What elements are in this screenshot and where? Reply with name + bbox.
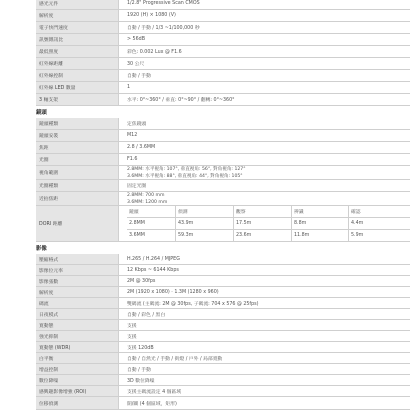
spec-row-wdr — [36, 342, 410, 353]
spec-row-ir-distance — [36, 58, 410, 70]
dori-header-cell: 偵測 — [175, 206, 233, 217]
spec-row-roi — [36, 386, 410, 397]
section-heading-lens: 鏡頭 — [36, 110, 47, 116]
dori-row — [127, 230, 410, 242]
spec-value: 開/關 (4 個區域，矩形) — [127, 401, 177, 407]
section-heading-image: 影像 — [36, 246, 47, 252]
spec-value: 1/2.8" Progressive Scan CMOS — [127, 1, 200, 6]
spec-label: 感興趣影像增強 (ROI) — [36, 386, 119, 396]
spec-label: 電子快門速度 — [36, 22, 119, 33]
spec-value: 12 Kbps ~ 6144 Kbps — [127, 267, 179, 273]
spec-label: DORI 距離 — [36, 206, 119, 241]
spec-row-resolution — [36, 10, 410, 22]
spec-row-snr — [36, 34, 410, 46]
spec-row-highlight-suppression — [36, 331, 410, 342]
spec-label: 鏡頭種類 — [36, 118, 119, 129]
spec-value: 支援 120dB — [127, 345, 154, 351]
dori-cell: 4.4m — [348, 218, 410, 229]
spec-value: 自動 / 手動 — [127, 74, 151, 79]
spec-label: 紅外線距離 — [36, 58, 119, 69]
near-focus-line: 3.6MM: 1200 mm — [127, 199, 168, 205]
spec-value: 固定光圈 — [127, 184, 147, 189]
spec-label: 解析度 — [36, 287, 119, 297]
dori-header-cell: 鏡頭 — [129, 210, 139, 215]
dori-row — [127, 218, 410, 230]
spec-value: F1.6 — [127, 157, 138, 162]
spec-label: 光圈種類 — [36, 180, 119, 191]
spec-row-iris-type — [36, 180, 410, 192]
spec-row-bitrate — [36, 265, 410, 276]
spec-value: 水平: 0°~360° / 垂直: 0°~90° / 翻轉: 0°~360° — [127, 98, 235, 103]
spec-label: 紅外線控制 — [36, 70, 119, 81]
spec-value: 支援 — [127, 323, 137, 329]
spec-label: 寬動態 (WDR) — [36, 342, 119, 352]
spec-row-white-balance — [36, 353, 410, 364]
dori-header-cell: 辨識 — [291, 206, 348, 217]
dori-cell: 17.5m — [233, 218, 291, 229]
spec-label: 近拍焦距 — [36, 192, 119, 205]
spec-row-lens-type — [36, 118, 410, 130]
spec-row-near-focus — [36, 192, 410, 206]
spec-row-field-of-view — [36, 166, 410, 180]
spec-value: 雙碼流 (主碼流: 2M @ 30fps, 子碼流: 704 x 576 @ 25fps) — [127, 301, 259, 307]
spec-row-motion-detection — [36, 397, 410, 410]
spec-row-shutter — [36, 22, 410, 34]
spec-label: 感光元件 — [36, 0, 119, 9]
dori-cell: 3.6MM — [129, 233, 145, 238]
spec-value: 自動 / 自然光 / 手動 / 街燈 / 戶外 / 局部寬動 — [127, 356, 223, 362]
fov-line: 3.6MM: 水平視角: 88°, 垂直視角: 44°, 對角視角: 105° — [127, 173, 243, 179]
spec-row-sensor — [36, 0, 410, 10]
spec-value: 3D 數位降噪 — [127, 378, 155, 384]
spec-label: 日夜模式 — [36, 309, 119, 319]
near-focus-line: 2.8MM: 700 mm — [127, 192, 165, 198]
spec-value: 支援 — [127, 334, 137, 340]
spec-value: 自動 / 手動 / 1/3 ~1/100,000 秒 — [127, 26, 200, 31]
spec-value: 定焦鏡頭 — [127, 122, 147, 127]
spec-value: M12 — [127, 133, 138, 138]
spec-label: 光圈 — [36, 154, 119, 165]
spec-label: 紅外線 LED 數量 — [36, 82, 119, 93]
spec-label: 增益控制 — [36, 364, 119, 374]
spec-label: 位移偵測 — [36, 397, 119, 409]
spec-label: 影像位元率 — [36, 265, 119, 275]
dori-header-cell: 確認 — [348, 206, 410, 217]
spec-value: 彩色: 0.002 Lux @ F1.6 — [127, 50, 182, 55]
dori-cell: 2.8MM — [129, 221, 145, 226]
spec-value: 2.8 / 3.6MM — [127, 145, 156, 150]
spec-label: 訊號雜訊比 — [36, 34, 119, 45]
dori-header-row — [127, 206, 410, 218]
dori-cell: 8.8m — [291, 218, 348, 229]
dori-cell: 23.6m — [233, 230, 291, 241]
spec-value: 自動 / 手動 — [127, 367, 151, 373]
spec-row-lens-mount — [36, 130, 410, 142]
spec-row-day-night — [36, 309, 410, 320]
spec-value: 支援主碼流設定 4 個區域 — [127, 389, 182, 395]
spec-value: 1 — [127, 85, 131, 90]
dori-header-cell: 觀察 — [233, 206, 291, 217]
dori-cell: 11.8m — [291, 230, 348, 241]
spec-label: 最低照度 — [36, 46, 119, 57]
spec-label: 強光抑制 — [36, 331, 119, 341]
spec-label: 鏡頭安裝 — [36, 130, 119, 141]
spec-value: 1920 (H) × 1080 (V) — [127, 13, 176, 18]
spec-label: 影像張數 — [36, 276, 119, 286]
spec-row-compression — [36, 254, 410, 265]
spec-row-ir-led-count — [36, 82, 410, 94]
spec-row-image-resolution — [36, 287, 410, 298]
spec-row-min-illumination — [36, 46, 410, 58]
spec-row-noise-reduction — [36, 375, 410, 386]
spec-value: 30 公尺 — [127, 62, 145, 67]
spec-value — [127, 192, 410, 205]
spec-label: 視角範圍 — [36, 166, 119, 179]
spec-row-aperture — [36, 154, 410, 166]
spec-label: 3 軸支架 — [36, 94, 119, 105]
spec-row-ir-control — [36, 70, 410, 82]
spec-label: 焦距 — [36, 142, 119, 153]
spec-value: H.265 / H.264 / MJPEG — [127, 256, 180, 262]
spec-row-3-axis-bracket — [36, 94, 410, 106]
spec-label: 寬動態 — [36, 320, 119, 330]
spec-row-gain-control — [36, 364, 410, 375]
spec-value: 自動 / 彩色 / 黑白 — [127, 312, 166, 318]
spec-value — [127, 166, 410, 179]
spec-value: 2M @ 30fps — [127, 278, 156, 284]
spec-label: 碼流 — [36, 298, 119, 308]
spec-label: 壓縮格式 — [36, 254, 119, 264]
spec-label: 解析度 — [36, 10, 119, 21]
spec-label: 數位降噪 — [36, 375, 119, 385]
spec-value: > 56dB — [127, 37, 145, 42]
spec-row-frame-rate — [36, 276, 410, 287]
spec-row-stream — [36, 298, 410, 309]
spec-label: 白平衡 — [36, 353, 119, 363]
dori-cell: 5.9m — [348, 230, 410, 241]
spec-value: 2M (1920 x 1080) · 1.3M (1280 x 960) — [127, 289, 219, 295]
dori-cell: 59.3m — [175, 230, 233, 241]
fov-line: 2.8MM: 水平視角: 107°, 垂直視角: 56°, 對角視角: 127° — [127, 166, 246, 172]
dori-cell: 43.9m — [175, 218, 233, 229]
spec-row-focal-length — [36, 142, 410, 154]
spec-row-wide-dynamic — [36, 320, 410, 331]
